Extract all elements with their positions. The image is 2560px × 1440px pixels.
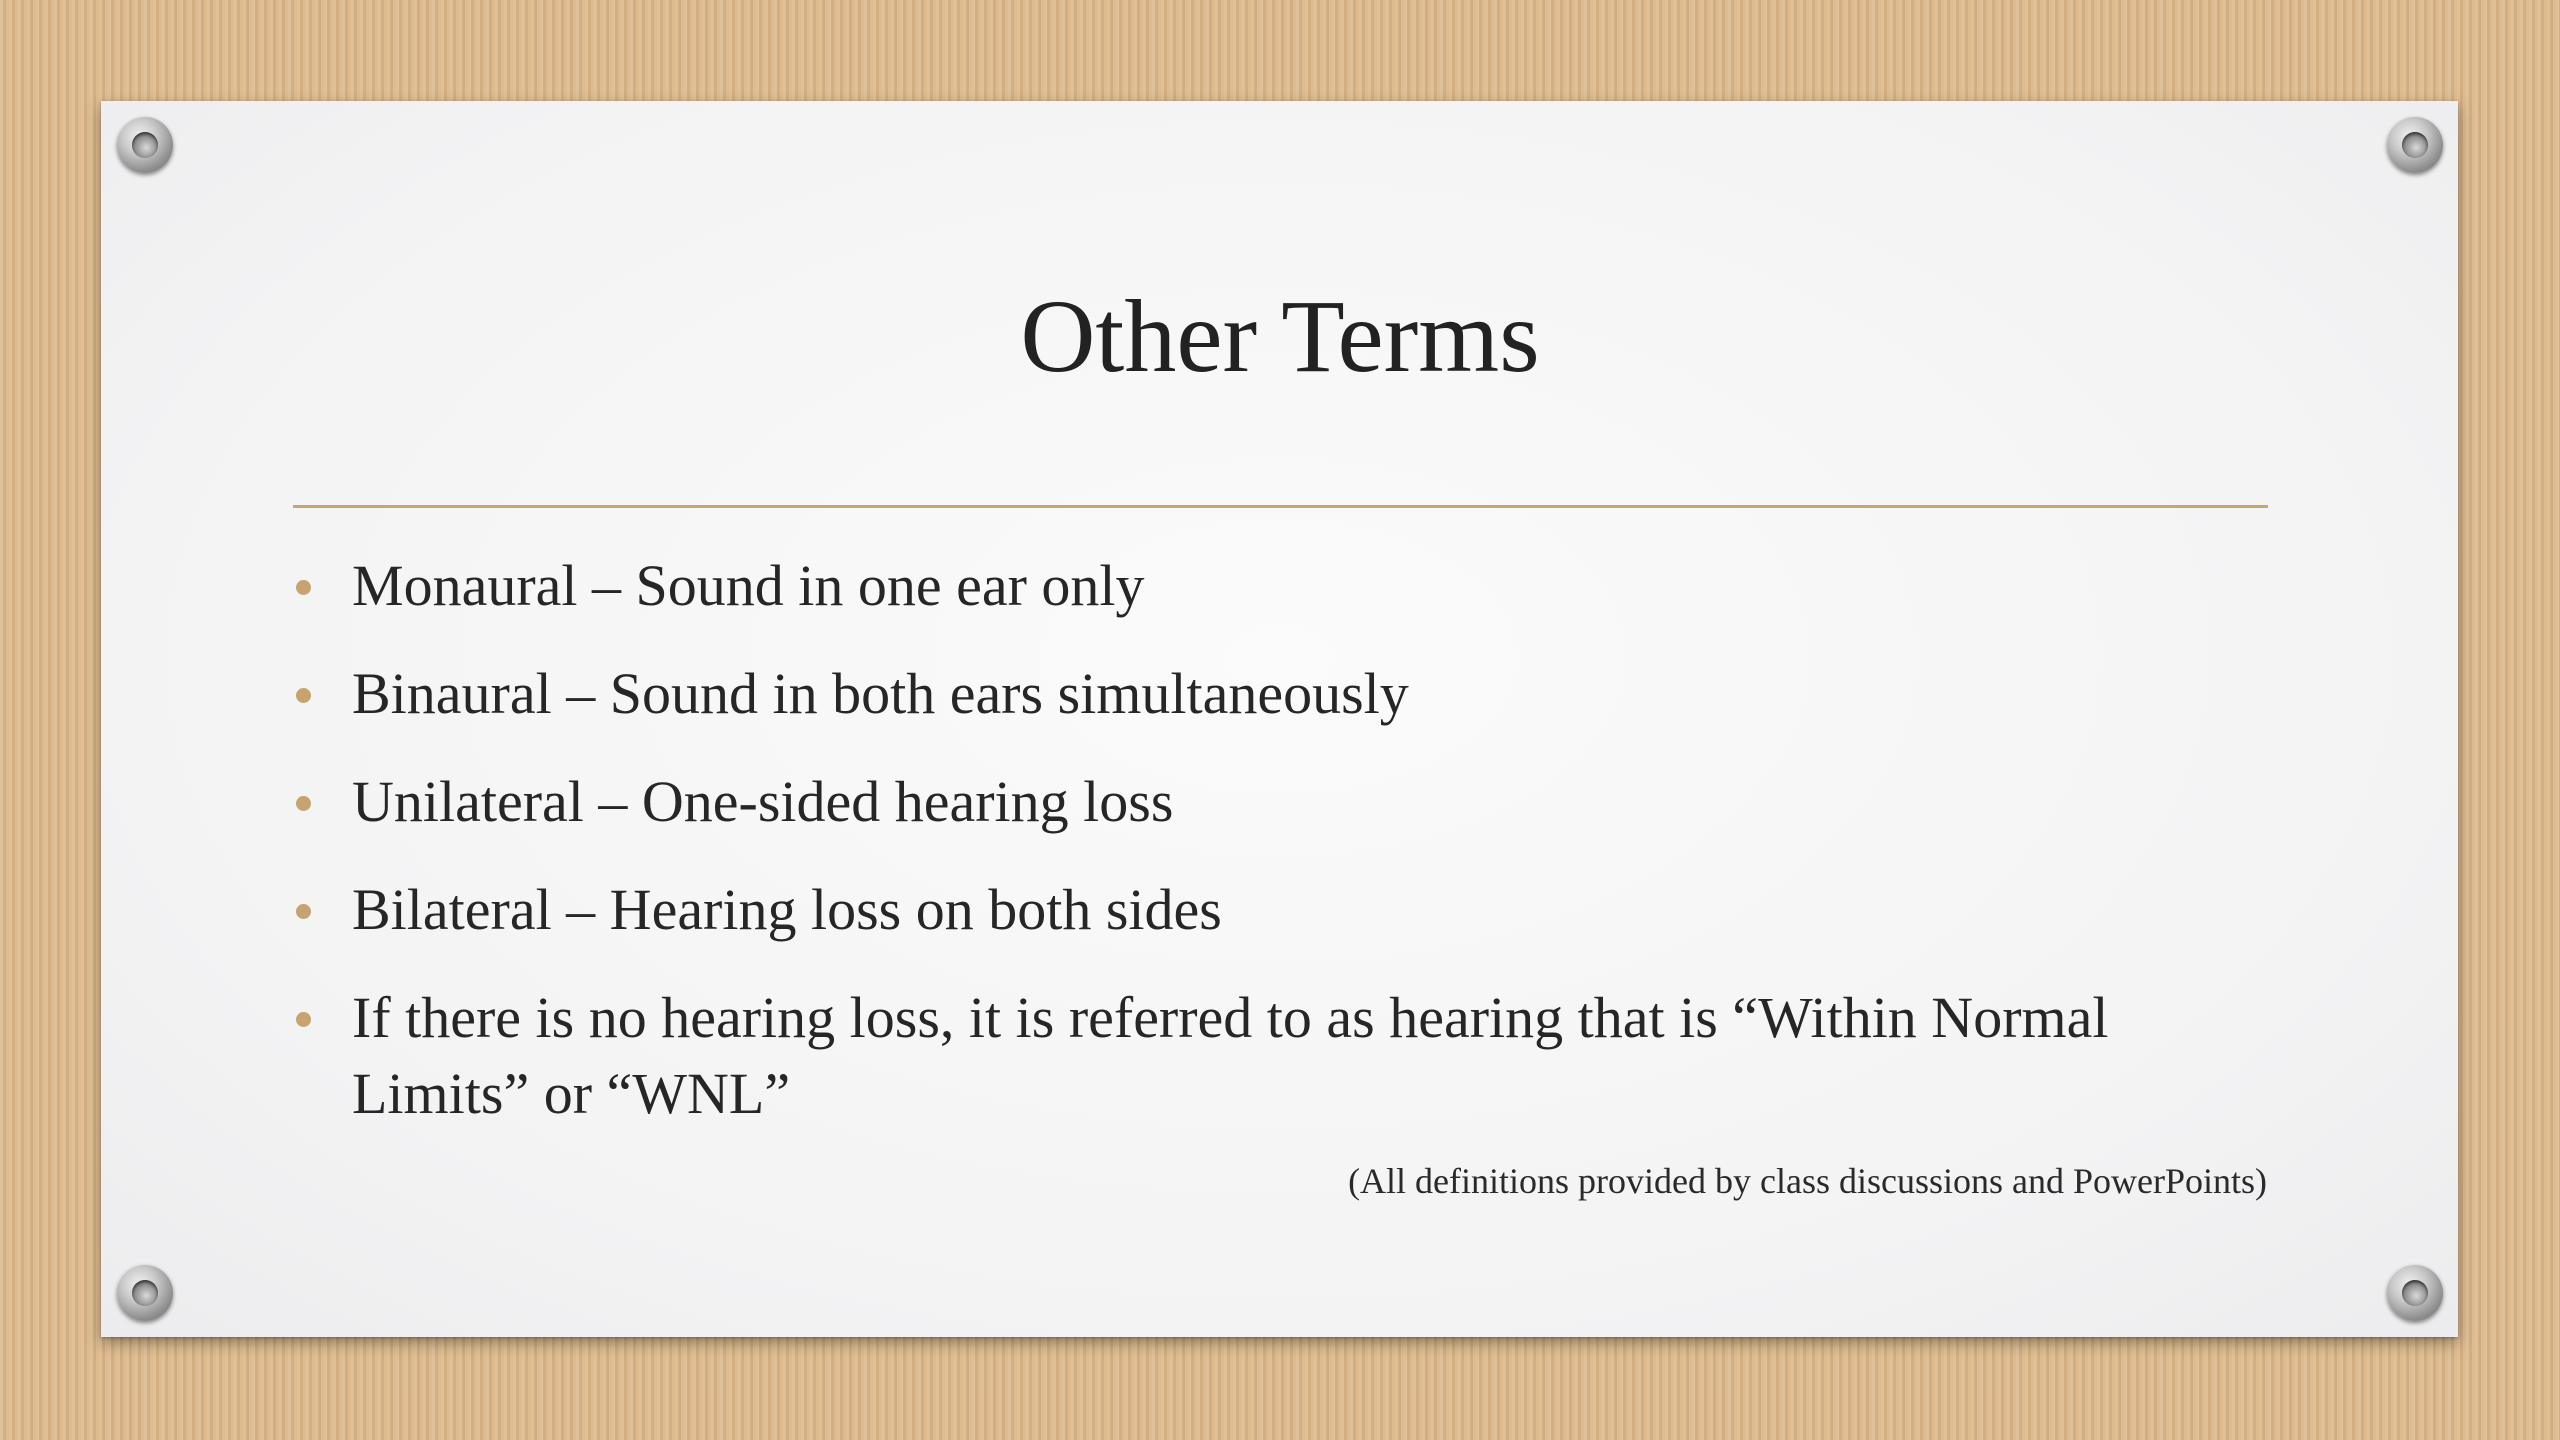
bullet-dot-icon <box>296 580 311 595</box>
bullet-item-wnl <box>290 980 2280 1132</box>
bullet-text: If there is no hearing loss, it is referred to as hearing that is “Within Normal Limits” or “WNL” <box>352 985 2109 1126</box>
grommet-icon <box>117 1265 173 1321</box>
grommet-icon <box>2387 117 2443 173</box>
grommet-icon <box>2387 1265 2443 1321</box>
bullet-item-unilateral <box>290 764 2280 840</box>
bullet-dot-icon <box>296 688 311 703</box>
bullet-list <box>290 548 2280 1164</box>
bullet-text: Binaural – Sound in both ears simultaneously <box>352 661 1409 726</box>
bullet-dot-icon <box>296 1012 311 1027</box>
bullet-dot-icon <box>296 796 311 811</box>
bullet-item-binaural <box>290 656 2280 732</box>
bullet-text: Bilateral – Hearing loss on both sides <box>352 877 1222 942</box>
bullet-dot-icon <box>296 904 311 919</box>
slide-title: Other Terms <box>1020 279 1540 394</box>
source-note: (All definitions provided by class discussions and PowerPoints) <box>1348 1161 2267 1201</box>
title-divider <box>293 505 2268 508</box>
grommet-icon <box>117 117 173 173</box>
bullet-text: Monaural – Sound in one ear only <box>352 553 1145 618</box>
bullet-item-monaural <box>290 548 2280 624</box>
bullet-item-bilateral <box>290 872 2280 948</box>
bullet-text: Unilateral – One-sided hearing loss <box>352 769 1174 834</box>
